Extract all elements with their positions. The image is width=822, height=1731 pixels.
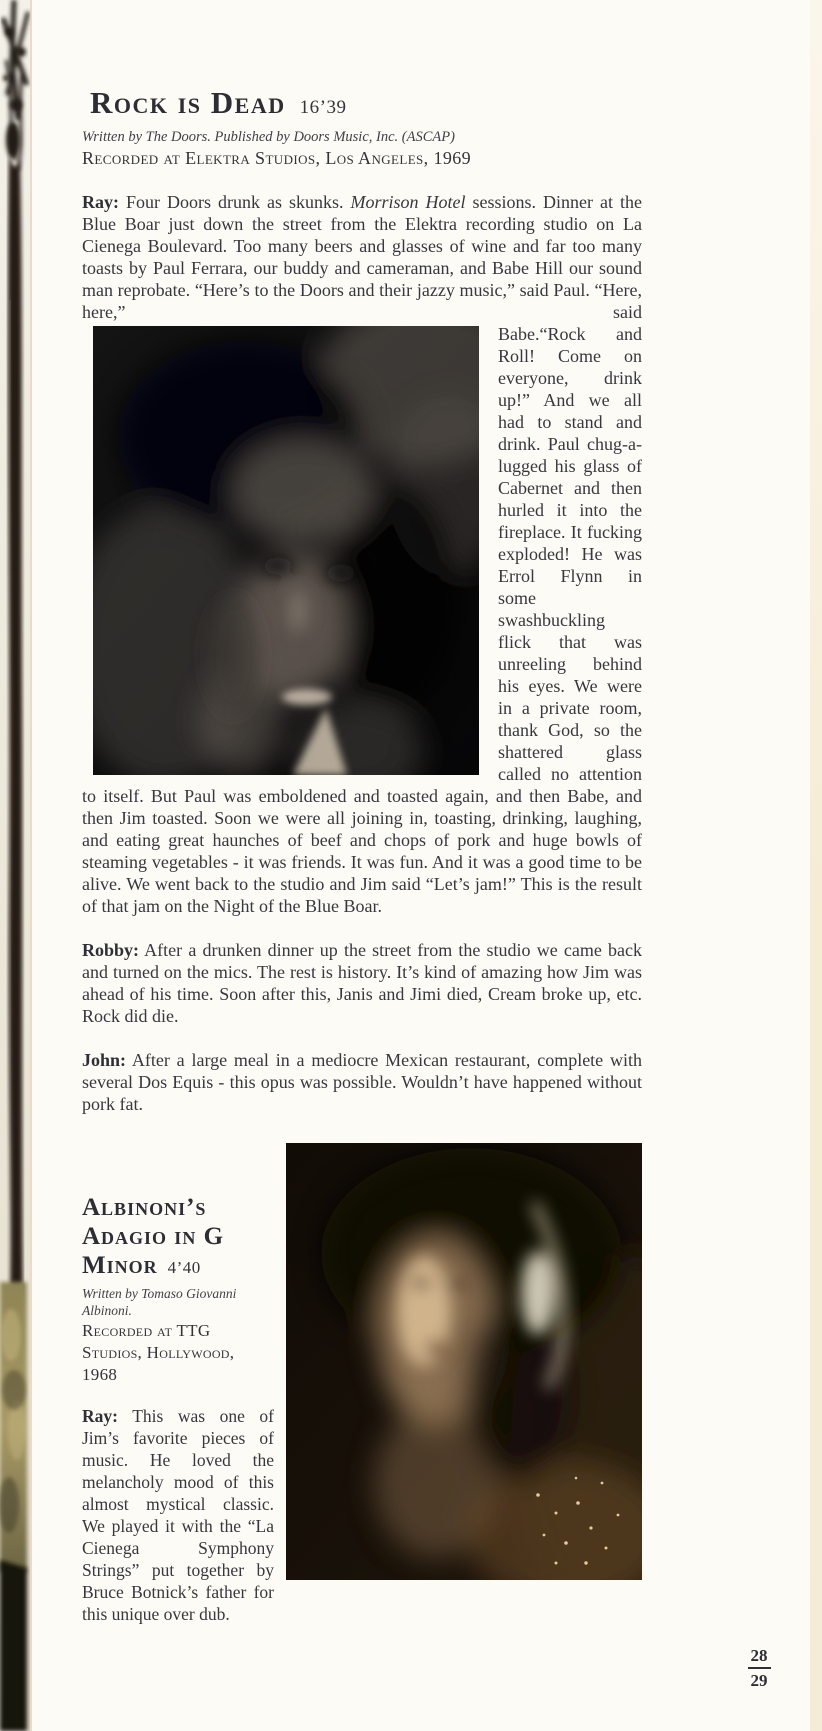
ray2-text: This was one of Jim’s favorite pieces of music. He loved the melancholy mood of this almost mystical classic. We played it with the “La Cienega Symphony Strings” put together by Bruce Botnick’s father for this unique over dub.	[82, 1406, 274, 1624]
track2-title	[82, 1193, 274, 1282]
track2-credit: Written by Tomaso Giovanni Albinoni.	[82, 1286, 237, 1318]
speaker-robby: Robby:	[82, 940, 140, 960]
ray-text-2: “Rock and Roll! Come on everyone, drink up!” And we all had to stand and drink. Paul chug-a-lugged his glass of Cabernet and then hurled it into the fireplace. It fucking exploded! He was Errol Flynn in some swashbuckling flick that was unreeling behind his eyes. We were in a private room, thank God, so the shattered glass called no attention to itself. But Paul was emboldened and toasted again, and then Babe, and then Jim toasted. Soon we were all joining in, toasting, drinking, laughing, and eating great haunches of beef and chops of pork and huge bowls of steaming vegetables - it was friends. It was fun. And it was a good time to be alive. We went back to the studio and Jim said “Let’s jam!” This is the result of that jam on the Night of the Blue Boar.	[82, 324, 642, 916]
track2-title-line1: Albinoni’s	[82, 1194, 207, 1221]
tree-strip-image	[0, 0, 34, 1731]
ray-paragraph	[82, 191, 642, 917]
albinoni-section	[82, 1143, 642, 1625]
speaker-ray: Ray:	[82, 192, 119, 212]
page-number-top: 28	[748, 1645, 771, 1669]
ray2-paragraph	[82, 1405, 274, 1625]
right-edge-scan-shade	[810, 0, 822, 1731]
track1-duration: 16’39	[299, 97, 347, 118]
albinoni-photo-column	[286, 1143, 642, 1625]
page-content	[82, 86, 642, 1625]
track1-recorded-line: Recorded at Elektra Studios, Los Angeles, 1969	[82, 148, 472, 168]
track2-recorded-line: Recorded at TTG Studios, Hollywood, 1968	[82, 1321, 235, 1384]
ray-text-1b: sessions. Dinner at the Blue Boar just down the street from the Elektra recording studio on La Cienega Boulevard. Too many beers and glasses of wine and far too many toasts by Paul Ferrara, our buddy and cameraman, and Babe Hill our sound man reprobate. “Here’s to the Doors and their jazzy music,” said Paul. “Here, here,” said Babe.	[82, 192, 642, 344]
track2-title-line2: Adagio in G Minor	[82, 1223, 225, 1279]
speaker-john: John:	[82, 1050, 127, 1070]
john-paragraph	[82, 1049, 642, 1115]
jim-morrison-smiling-bw-photo	[93, 326, 479, 775]
speaker-ray2: Ray:	[82, 1406, 118, 1426]
left-edge-tree-photo-strip	[0, 0, 34, 1731]
track1-credit: Written by The Doors. Published by Doors Music, Inc. (ASCAP)	[82, 129, 455, 145]
robby-text: After a drunken dinner up the street from the studio we came back and turned on the mics. The rest is history. It’s kind of amazing how Jim was ahead of his time. Soon after this, Janis and Jimi died, Cream broke up, etc. Rock did die.	[82, 940, 642, 1026]
page-number-bottom: 29	[750, 1671, 768, 1690]
john-text: After a large meal in a mediocre Mexican restaurant, complete with several Dos Equis - this opus was possible. Wouldn’t have happened without pork fat.	[82, 1050, 642, 1114]
track2-duration: 4’40	[167, 1258, 201, 1277]
track1-title	[90, 86, 642, 125]
ray-text-1a: Four Doors drunk as skunks.	[119, 192, 351, 212]
page-number-indicator	[740, 1645, 778, 1691]
jim-morrison-sepia-portrait-photo	[286, 1143, 642, 1580]
robby-paragraph	[82, 939, 642, 1027]
albinoni-text-column	[82, 1143, 274, 1625]
photo2-image	[286, 1143, 642, 1580]
photo1-image	[93, 326, 479, 775]
track1-title-text: Rock is Dead	[90, 85, 286, 120]
ray-text-italic-album: Morrison Hotel	[350, 192, 466, 212]
